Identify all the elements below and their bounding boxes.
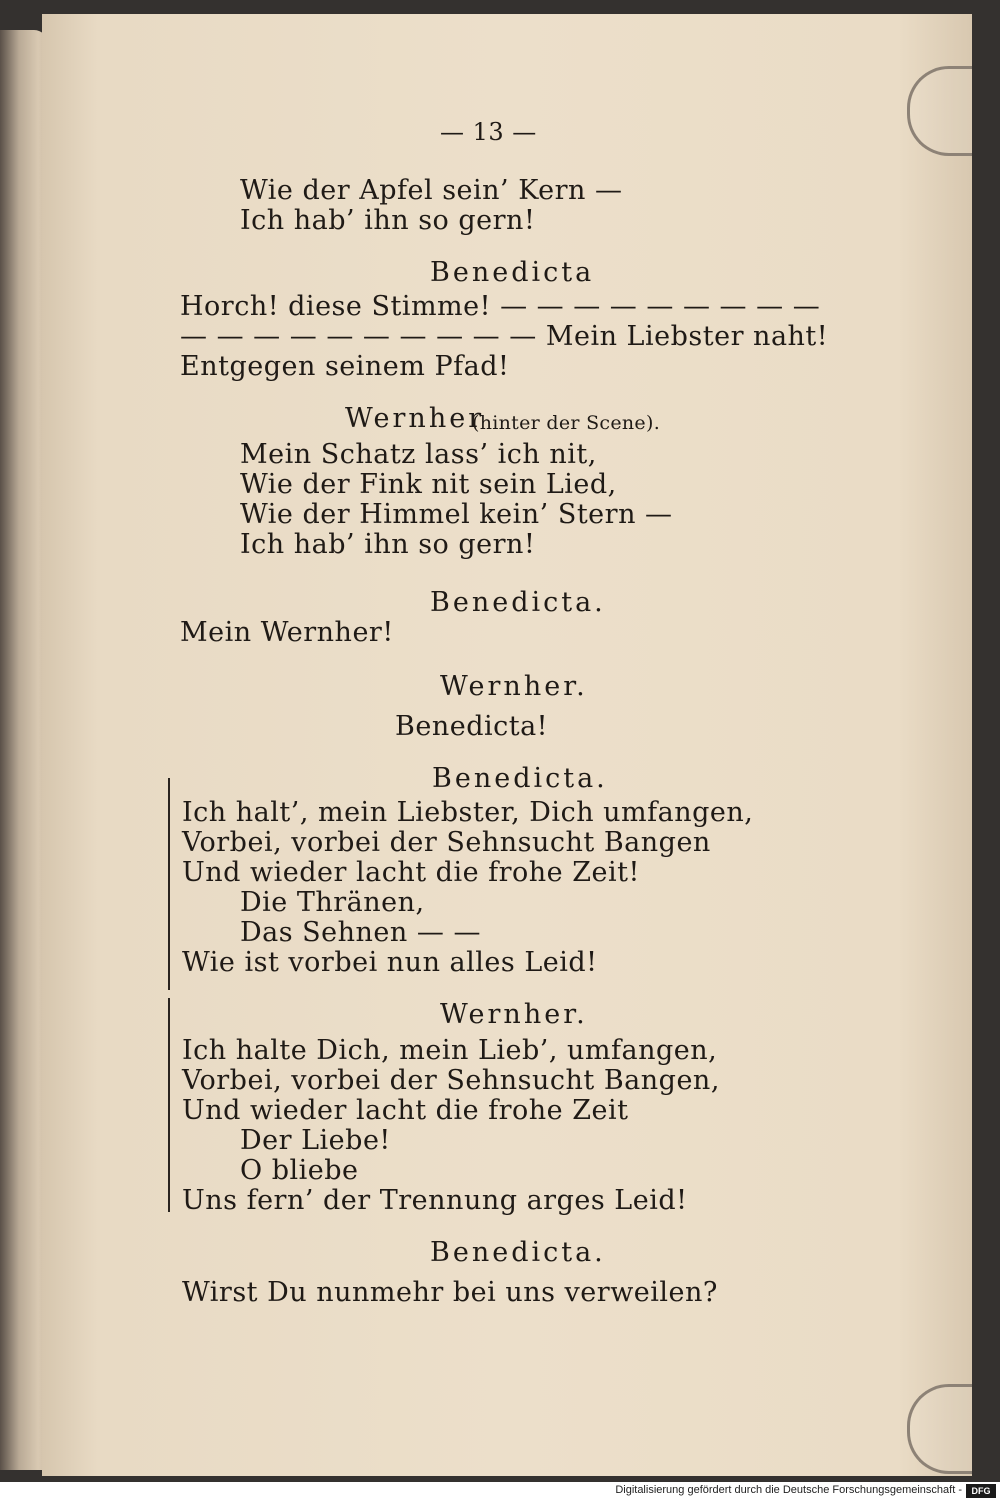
verse-line: Wie der Fink nit sein Lied,: [240, 469, 617, 500]
page-clip-bottom: [907, 1384, 972, 1474]
verse-line: Die Thränen,: [240, 887, 425, 918]
verse-line: Vorbei, vorbei der Sehnsucht Bangen,: [182, 1065, 720, 1096]
verse-line: Mein Schatz lass’ ich nit,: [240, 439, 597, 470]
verse-line: Wie der Apfel sein’ Kern —: [240, 175, 623, 206]
speaker-name: Benedicta: [430, 257, 595, 288]
page-clip-top: [907, 66, 972, 156]
page-number: — 13 —: [440, 118, 537, 146]
verse-line: Horch! diese Stimme! — — — — — — — — —: [180, 291, 821, 322]
brace-left: [168, 998, 180, 1212]
verse-line: Und wieder lacht die frohe Zeit!: [182, 857, 640, 888]
left-page-edge: [0, 30, 48, 1470]
speaker-name: Wernher.: [440, 671, 588, 702]
speaker-name: Wernher: [345, 403, 485, 434]
verse-line: Der Liebe!: [240, 1125, 391, 1156]
verse-line: Wie der Himmel kein’ Stern —: [240, 499, 673, 530]
verse-line: Das Sehnen — —: [240, 917, 481, 948]
speaker-name: Benedicta.: [430, 1237, 606, 1268]
verse-line: Wie ist vorbei nun alles Leid!: [182, 947, 598, 978]
verse-line: Mein Wernher!: [180, 617, 394, 648]
verse-line: Ich halt’, mein Liebster, Dich umfangen,: [182, 797, 754, 828]
footer-credit: Digitalisierung gefördert durch die Deutsche Forschungsgemeinschaft -: [615, 1484, 962, 1496]
speaker-name: Wernher.: [440, 999, 588, 1030]
verse-line: Und wieder lacht die frohe Zeit: [182, 1095, 629, 1126]
verse-line: O bliebe: [240, 1155, 359, 1186]
verse-line: Vorbei, vorbei der Sehnsucht Bangen: [182, 827, 711, 858]
verse-line: Ich hab’ ihn so gern!: [240, 529, 536, 560]
stage-direction: (hinter der Scene).: [472, 412, 661, 434]
verse-line: Wirst Du nunmehr bei uns verweilen?: [182, 1277, 718, 1308]
verse-line: Entgegen seinem Pfad!: [180, 351, 510, 382]
verse-line: Uns fern’ der Trennung arges Leid!: [182, 1185, 688, 1216]
speaker-name: Benedicta.: [430, 587, 606, 618]
verse-line: — — — — — — — — — — Mein Liebster naht!: [180, 321, 829, 352]
verse-line: Ich halte Dich, mein Lieb’, umfangen,: [182, 1035, 718, 1066]
verse-line: Ich hab’ ihn so gern!: [240, 205, 536, 236]
dfg-logo: DFG: [966, 1484, 996, 1498]
verse-line: Benedicta!: [395, 711, 549, 742]
speaker-name: Benedicta.: [432, 763, 608, 794]
brace-left: [168, 778, 180, 990]
